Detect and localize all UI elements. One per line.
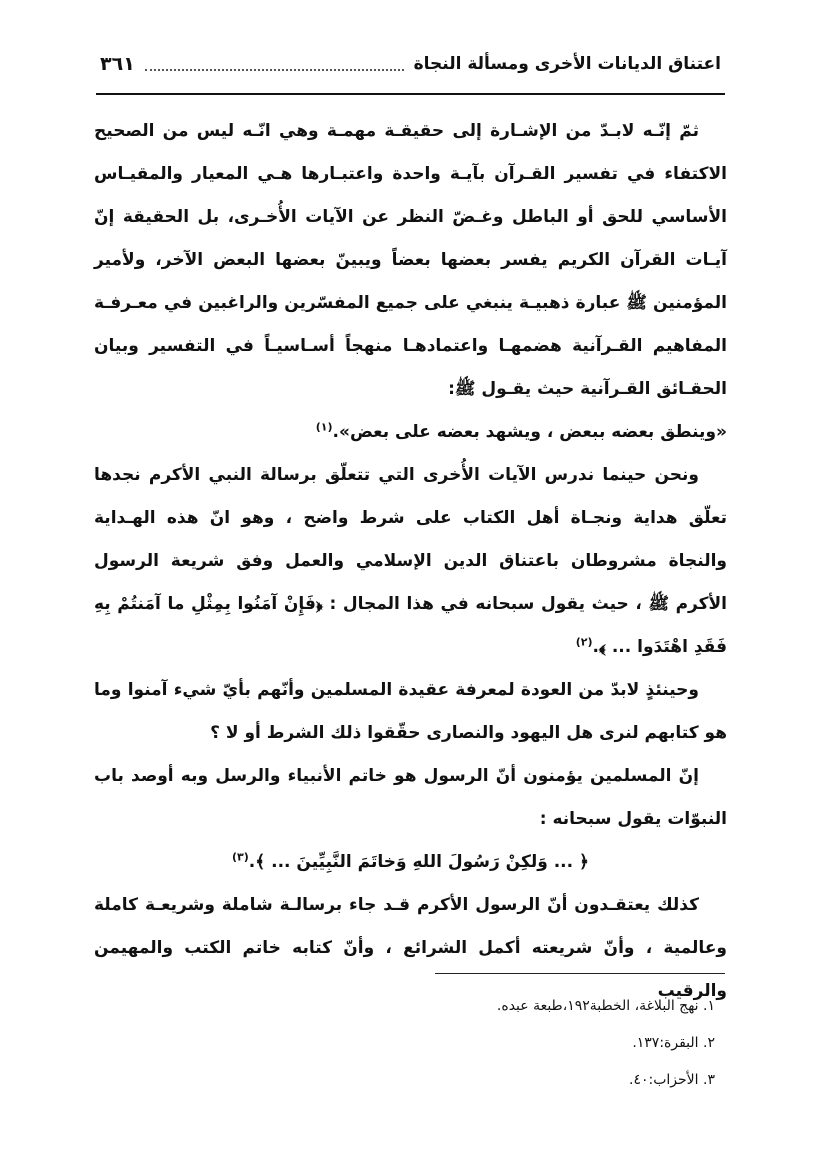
footnote-1: ١. نهج البلاغة، الخطبة١٩٢،طبعة عبده. [496, 998, 715, 1014]
page-number: ٣٦١ [100, 53, 135, 75]
paragraph-5-text: كذلك يعتقـدون أنّ الرسول الأكرم قـد جاء برسالـة شاملة وشريعـة كاملة وعالمية ، وأنّ شريعته أكمل الشرائع ، وأنّ كتابه خاتم الكتب والمهيمن والرقيب [94, 895, 727, 1001]
paragraph-1-quote [94, 411, 727, 454]
paragraph-4 [94, 755, 727, 841]
page-header [100, 44, 721, 84]
paragraph-1-text: ثمّ إنّـه لابـدّ من الإشـارة إلى حقيقـة مهمـة وهي انّـه ليس من الصحيح الاكتفاء في تفسير القـرآن بآيـة واحدة واعتبـارها هـي المعيار والمقيـاس الأساسي للحق أو الباطل وغـضّ النظر عن الآيات الأُخـرى، بل الحقيقة إنّ آيـات القرآن الكريم يفسر بعضها بعضاً ويبينّ بعضها البعض الآخر، ولأمير المؤمنين ﷺ عبارة ذهبيـة ينبغي على جميع المفسّرين والراغبين في معـرفـة المفاهيم القـرآنية هضمهـا واعتمادهـا منهجاً أسـاسيـاً في التفسير وبيان الحقـائق القـرآنية حيث يقـول ﷺ: [94, 121, 727, 399]
paragraph-4-verse [94, 841, 727, 884]
footnote-marker-1: (١) [315, 420, 333, 434]
footnote-3: ٣. الأحزاب:٤٠. [629, 1072, 715, 1088]
quran-verse-1: ﴿فَإِنْ آمَنُوا بِمِثْلِ ما آمَنتُمْ بِهِ فَقَدِ اهْتَدَوا ... ﴾. [94, 594, 727, 657]
running-title: اعتناق الديانات الأخرى ومسألة النجاة [413, 54, 721, 74]
footnote-marker-3: (٣) [232, 850, 249, 864]
paragraph-1 [94, 110, 727, 411]
quote-text: «وينطق بعضه ببعض ، ويشهد بعضه على بعض». [332, 422, 727, 442]
main-text [94, 110, 727, 1013]
footnote-marker-2: (٢) [575, 635, 593, 649]
paragraph-2 [94, 454, 727, 669]
quran-verse-2: ﴿ ... وَلكِنْ رَسُولَ اللهِ وَخاتَمَ النَّبِيِّينَ ... ﴾. [248, 852, 589, 872]
header-rule [96, 93, 725, 95]
footnote-2: ٢. البقرة:١٣٧. [632, 1035, 715, 1051]
paragraph-3 [94, 669, 727, 755]
paragraph-4-text: إنّ المسلمين يؤمنون أنّ الرسول هو خاتم الأنبياء والرسل وبه أوصد باب النبوّات يقول سبحانه : [94, 766, 727, 829]
header-dot-leader [145, 69, 404, 71]
paragraph-2-text: ونحن حينما ندرس الآيات الأُخرى التي تتعلّق برسالة النبي الأكرم نجدها تعلّق هداية ونجـاة أهل الكتاب على شرط واضح ، وهو انّ هذه الهـداية والنجاة مشروطان باعتناق الدين الإسلامي والعمل وفق شريعة الرسول الأكرم ﷺ ، حيث يقول سبحانه في هذا المجال : [94, 465, 727, 614]
paragraph-3-text: وحينئذٍ لابدّ من العودة لمعرفة عقيدة المسلمين وأنّهم بأيّ شيء آمنوا وما هو كتابهم لنرى هل اليهود والنصارى حقّقوا ذلك الشرط أو لا ؟ [94, 680, 727, 743]
footnotes [100, 988, 715, 1099]
footnote-rule [435, 973, 725, 974]
